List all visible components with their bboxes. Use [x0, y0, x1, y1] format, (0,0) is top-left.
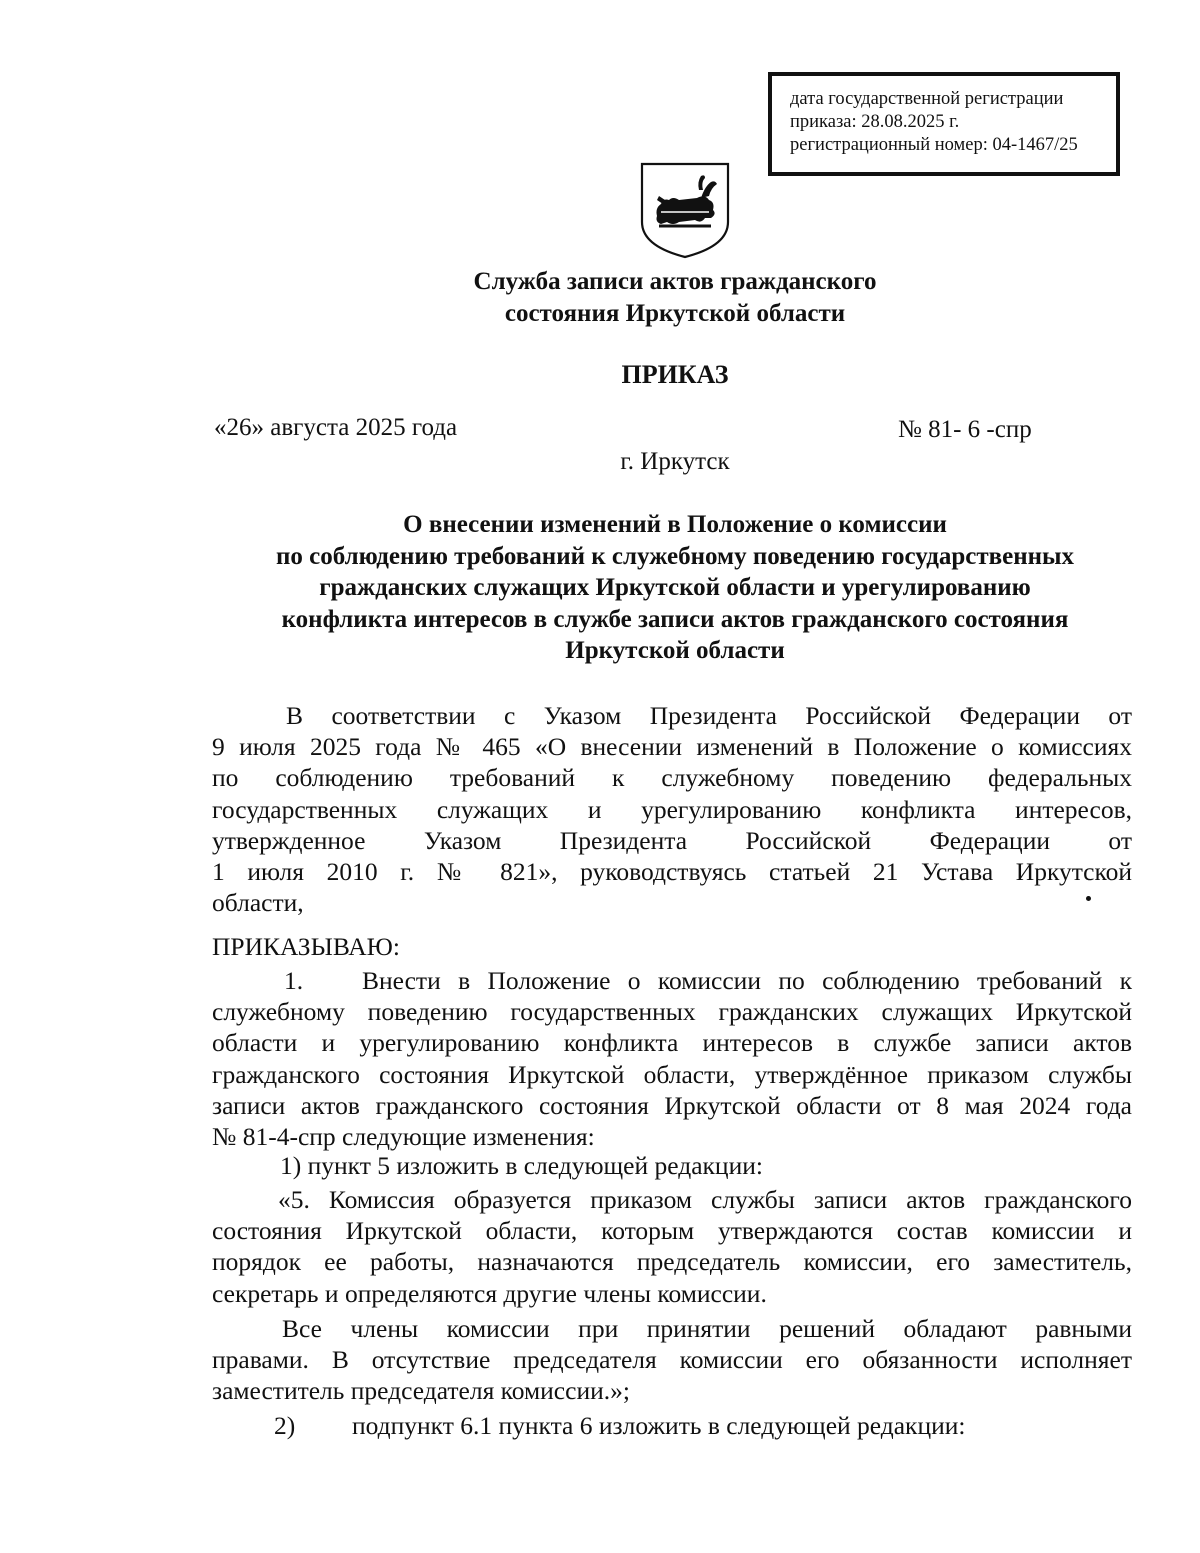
quoted-point-5-continuation-line: заместитель председателя комиссии.»; [212, 1376, 630, 1406]
scan-artifact-dot [1086, 896, 1091, 901]
quoted-point-5 [212, 1184, 1132, 1309]
item-1-line: Внести в Положение о комиссии по соблюдению требований к [362, 966, 1132, 995]
registration-date-value: приказа: 28.08.2025 г. [790, 112, 960, 132]
preamble-line: В соответствии с Указом Президента Российской Федерации от [286, 701, 1132, 730]
registration-number: регистрационный номер: 04-1467/25 [790, 135, 1078, 155]
item-1-line: служебному поведению государственных гражданских служащих Иркутской [212, 997, 1132, 1027]
preamble-line: 1 июля 2010 г. № 821», руководствуясь статьей 21 Устава Иркутской [212, 857, 1132, 887]
item-1-line: записи актов гражданского состояния Иркутской области от 8 мая 2024 года [212, 1090, 1132, 1120]
item-1-number: 1. [284, 966, 304, 995]
preamble-paragraph [212, 700, 1132, 918]
item-1-line: № 81-4-спр следующие изменения: [212, 1122, 595, 1152]
order-city: г. Иркутск [620, 448, 730, 475]
organization-name-line-2: состояния Иркутской области [504, 300, 846, 327]
preamble-line: утвержденное Указом Президента Российской Федерации от [212, 825, 1132, 855]
item-1-line: области и урегулированию конфликта интересов в службе записи актов [212, 1028, 1132, 1058]
quoted-point-5-continuation [212, 1313, 1132, 1407]
quoted-point-5-continuation-line: Все члены комиссии при принятии решений обладают равными [282, 1314, 1132, 1343]
item-1-paragraph [212, 965, 1132, 1152]
organization-name [300, 266, 1050, 330]
document-title-line: гражданских служащих Иркутской области и урегулированию [319, 574, 1031, 601]
order-number: № 81- 6 -спр [898, 416, 1032, 443]
document-title-line: конфликта интересов в службе записи актов гражданского состояния [281, 605, 1069, 633]
document-title [210, 509, 1140, 667]
item-1-first-line [212, 965, 1132, 996]
subitem-2-number: 2) [274, 1411, 296, 1440]
preamble-line: 9 июля 2025 года № 465 «О внесении изменений в Положение о комиссиях [212, 732, 1132, 762]
quoted-point-5-line: состояния Иркутской области, которым утверждаются состав комиссии и [212, 1216, 1132, 1246]
irkutsk-coat-of-arms-icon [639, 160, 731, 260]
subitem-2 [274, 1410, 965, 1441]
order-directive-word: ПРИКАЗЫВАЮ: [212, 932, 400, 961]
order-title: ПРИКАЗ [621, 360, 729, 389]
subitem-2-text: подпункт 6.1 пункта 6 изложить в следующей редакции: [352, 1411, 966, 1440]
quoted-point-5-line: порядок ее работы, назначаются председатель комиссии, его заместитель, [212, 1247, 1132, 1277]
preamble-line: государственных служащих и урегулированию конфликта интересов, [212, 794, 1132, 824]
item-1-line: гражданского состояния Иркутской области, утверждённое приказом службы [212, 1059, 1132, 1089]
registration-date-label: дата государственной регистрации [790, 89, 1064, 109]
preamble-line: области, [212, 888, 304, 918]
order-date: «26» августа 2025 года [214, 414, 458, 441]
document-title-line: Иркутской области [565, 637, 785, 664]
registration-stamp [768, 72, 1120, 176]
organization-name-line-1: Служба записи актов гражданского [473, 268, 877, 295]
quoted-point-5-continuation-line: правами. В отсутствие председателя комиссии его обязанности исполняет [212, 1345, 1132, 1375]
quoted-point-5-line: секретарь и определяются другие члены комиссии. [212, 1278, 767, 1308]
quoted-point-5-line: «5. Комиссия образуется приказом службы записи актов гражданского [278, 1185, 1132, 1214]
document-title-line: по соблюдению требований к служебному поведению государственных [275, 542, 1075, 570]
preamble-line: по соблюдению требований к служебному поведению федеральных [212, 763, 1132, 793]
subitem-1: 1) пункт 5 изложить в следующей редакции: [280, 1151, 763, 1180]
document-title-line: О внесении изменений в Положение о комиссии [403, 511, 947, 538]
